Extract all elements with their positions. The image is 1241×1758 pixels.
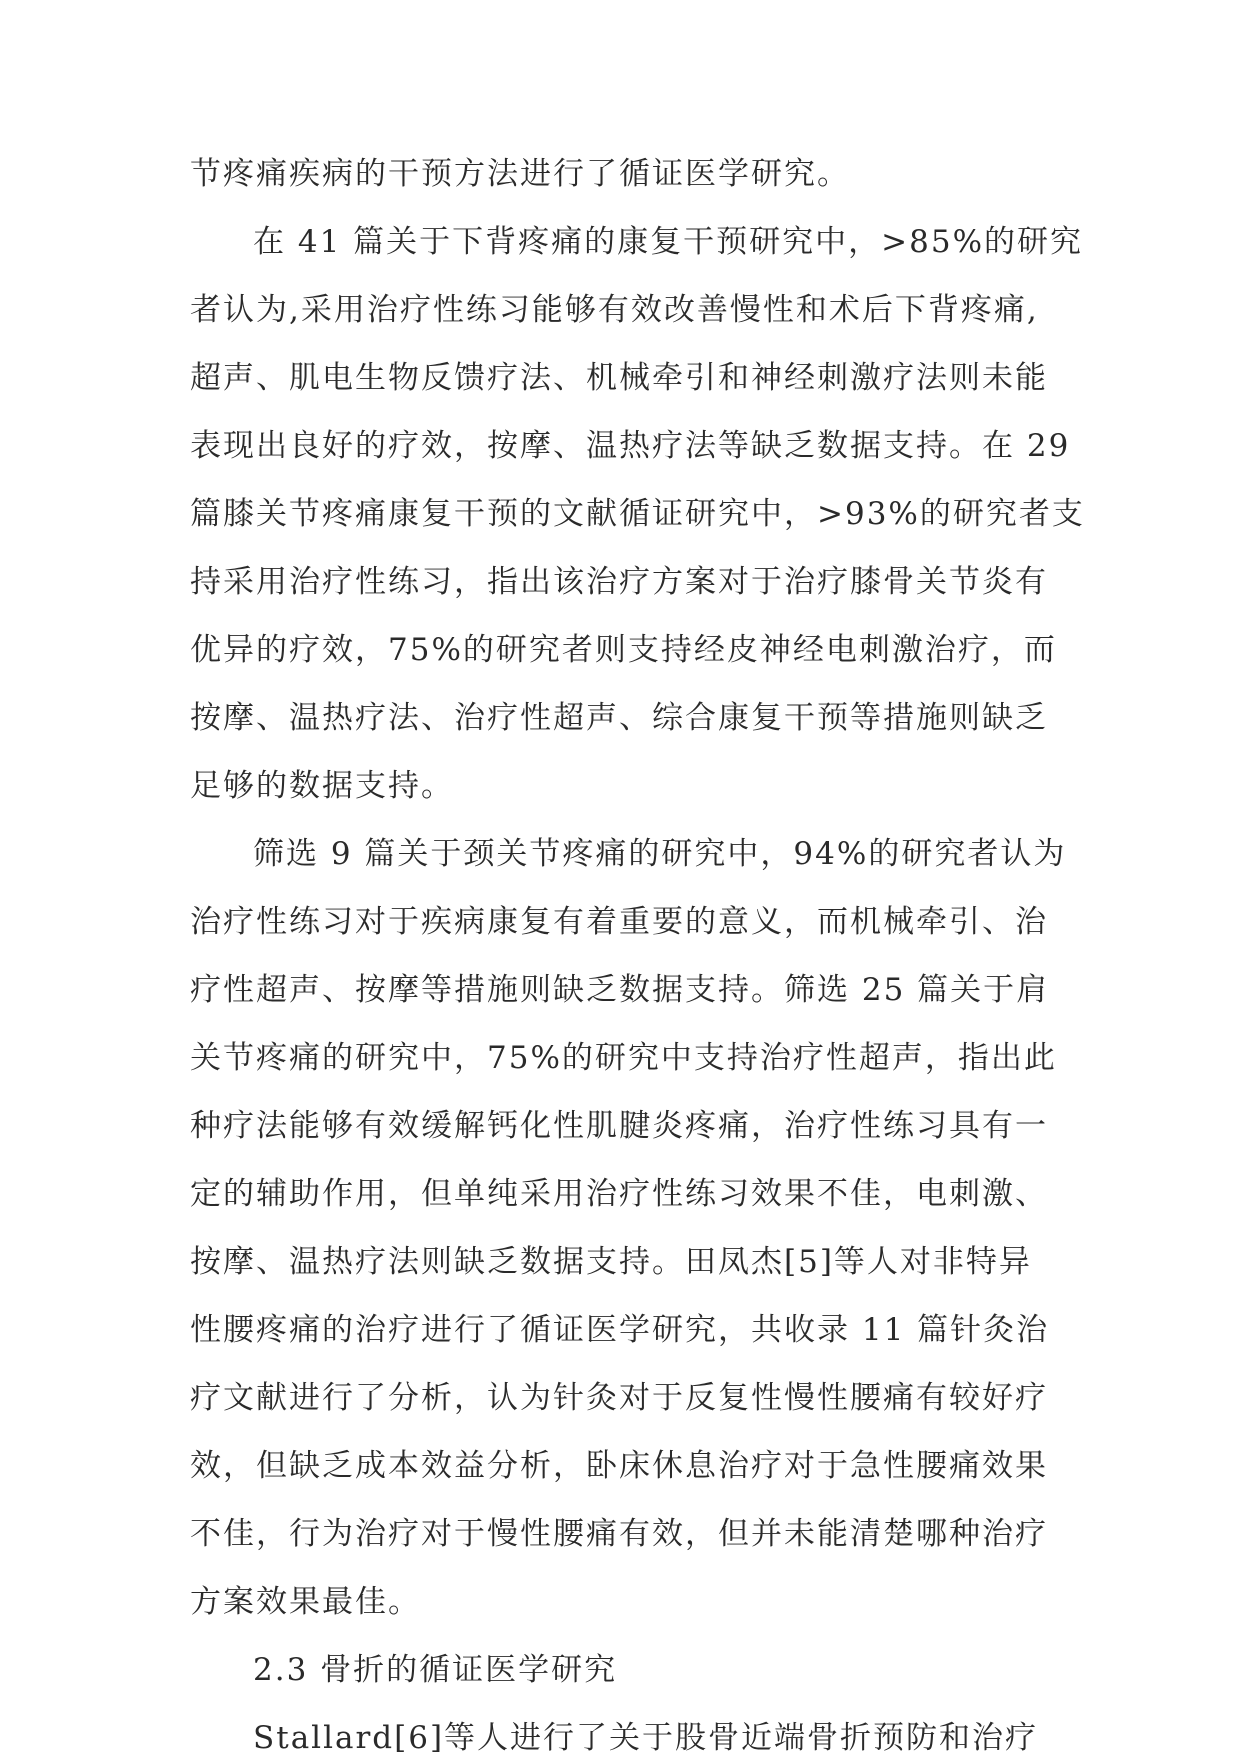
text-line-10: 足够的数据支持。	[190, 768, 454, 804]
text-line-18: 性腰疼痛的治疗进行了循证医学研究，共收录 11 篇针灸治	[190, 1312, 1050, 1348]
text-line-22: 方案效果最佳。	[190, 1584, 421, 1620]
text-line-13: 疗性超声、按摩等措施则缺乏数据支持。筛选 25 篇关于肩	[190, 972, 1050, 1008]
text-line-7: 持采用治疗性练习，指出该治疗方案对于治疗膝骨关节炎有	[190, 564, 1048, 600]
text-line-20: 效，但缺乏成本效益分析，卧床休息治疗对于急性腰痛效果	[190, 1448, 1048, 1484]
text-line-6: 篇膝关节疼痛康复干预的文献循证研究中，>93%的研究者支	[190, 496, 1085, 532]
text-line-3: 者认为,采用治疗性练习能够有效改善慢性和术后下背疼痛,	[190, 292, 1039, 328]
text-line-5: 表现出良好的疗效，按摩、温热疗法等缺乏数据支持。在 29	[190, 428, 1071, 464]
text-line-17: 按摩、温热疗法则缺乏数据支持。田凤杰[5]等人对非特异	[190, 1244, 1032, 1280]
text-line-21: 不佳，行为治疗对于慢性腰痛有效，但并未能清楚哪种治疗	[190, 1516, 1048, 1552]
text-line-9: 按摩、温热疗法、治疗性超声、综合康复干预等措施则缺乏	[190, 700, 1048, 736]
text-line-24: Stallard[6]等人进行了关于股骨近端骨折预防和治疗	[253, 1720, 1039, 1756]
text-line-14: 关节疼痛的研究中，75%的研究中支持治疗性超声，指出此	[190, 1040, 1057, 1076]
text-line-12: 治疗性练习对于疾病康复有着重要的意义，而机械牵引、治	[190, 904, 1048, 940]
text-line-16: 定的辅助作用，但单纯采用治疗性练习效果不佳，电刺激、	[190, 1176, 1048, 1212]
text-line-15: 种疗法能够有效缓解钙化性肌腱炎疼痛，治疗性练习具有一	[190, 1108, 1048, 1144]
text-line-11: 筛选 9 篇关于颈关节疼痛的研究中，94%的研究者认为	[253, 836, 1067, 872]
text-line-19: 疗文献进行了分析，认为针灸对于反复性慢性腰痛有较好疗	[190, 1380, 1048, 1416]
text-line-8: 优异的疗效，75%的研究者则支持经皮神经电刺激治疗，而	[190, 632, 1057, 668]
text-line-4: 超声、肌电生物反馈疗法、机械牵引和神经刺激疗法则未能	[190, 360, 1048, 396]
section-heading: 2.3 骨折的循证医学研究	[253, 1652, 618, 1688]
text-line-2: 在 41 篇关于下背疼痛的康复干预研究中，>85%的研究	[253, 224, 1084, 260]
text-line-1: 节疼痛疾病的干预方法进行了循证医学研究。	[190, 156, 850, 192]
